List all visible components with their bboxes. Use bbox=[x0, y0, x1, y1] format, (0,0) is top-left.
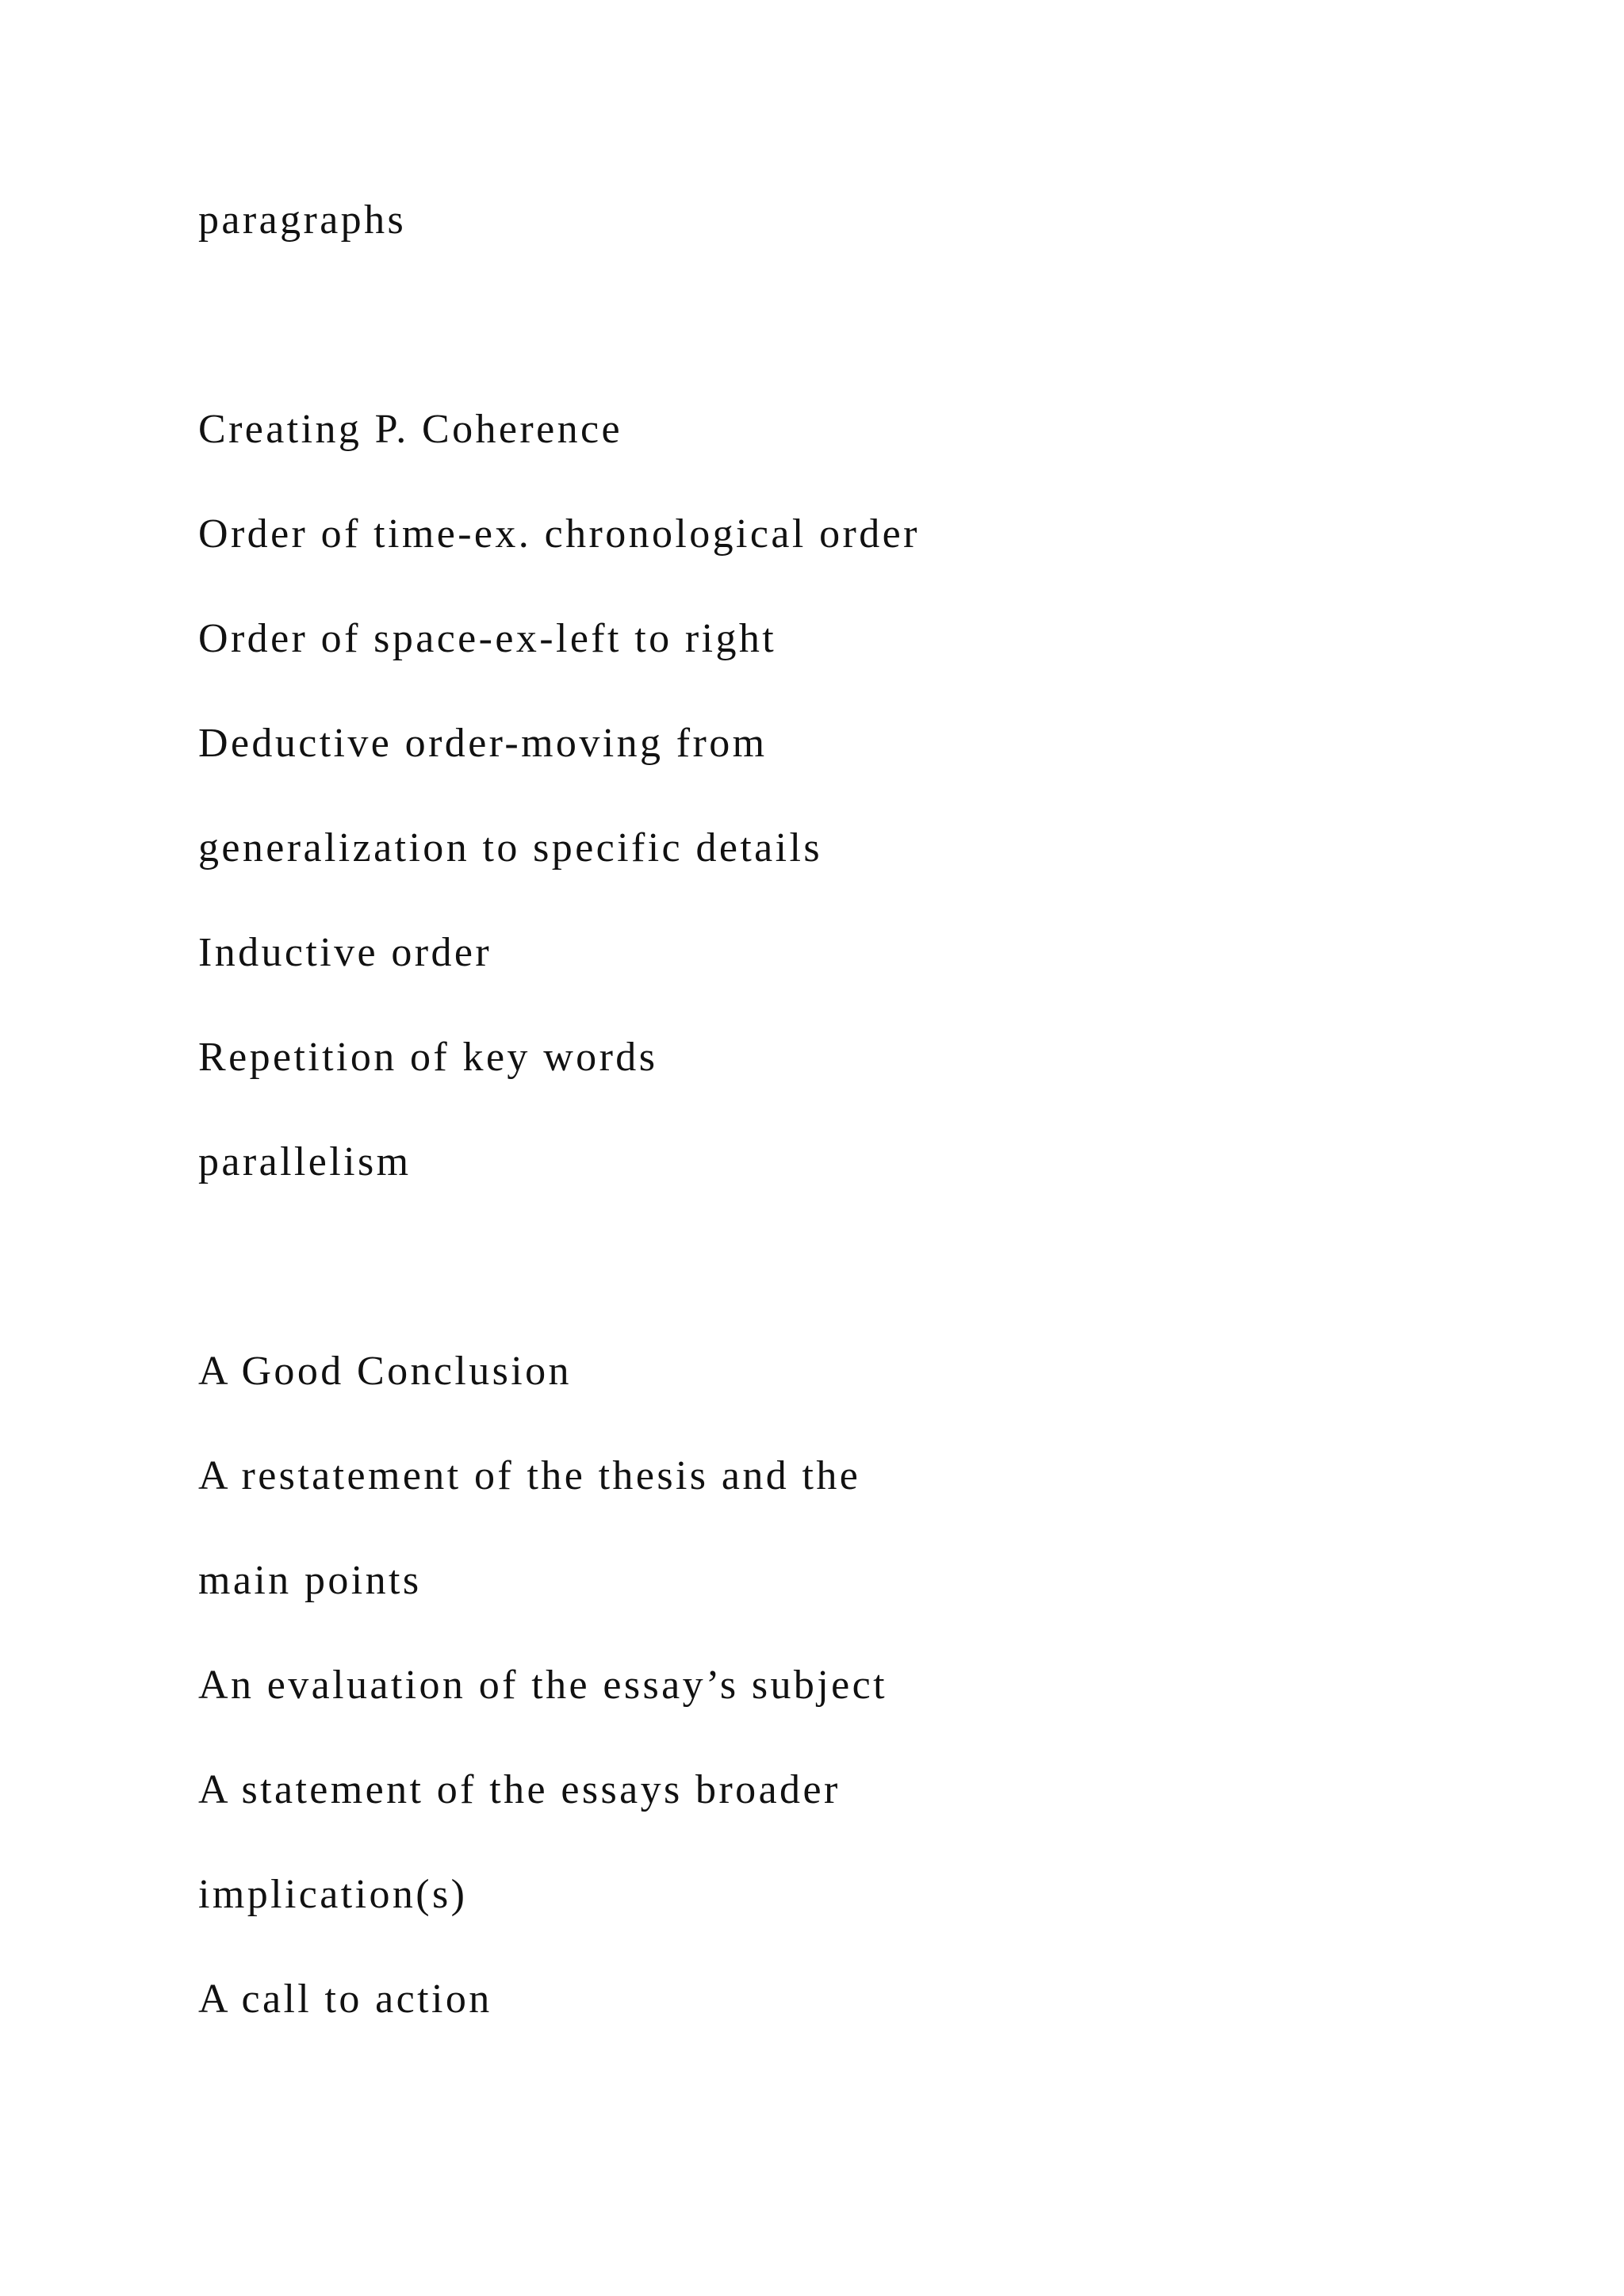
text-line-paragraphs: paragraphs bbox=[198, 197, 407, 243]
text-line-parallelism: parallelism bbox=[198, 1139, 412, 1184]
text-line-inductive-order: Inductive order bbox=[198, 930, 492, 975]
text-line-restatement: A restatement of the thesis and the bbox=[198, 1453, 861, 1498]
text-line-evaluation: An evaluation of the essay’s subject bbox=[198, 1663, 887, 1708]
text-line-main-points: main points bbox=[198, 1558, 422, 1603]
text-line-implications: implication(s) bbox=[198, 1872, 468, 1917]
text-line-repetition: Repetition of key words bbox=[198, 1035, 658, 1080]
heading-good-conclusion: A Good Conclusion bbox=[198, 1349, 572, 1394]
text-line-statement-broader: A statement of the essays broader bbox=[198, 1767, 841, 1812]
text-line-order-of-space: Order of space-ex-left to right bbox=[198, 616, 777, 661]
text-line-deductive-order: Deductive order-moving from bbox=[198, 721, 768, 766]
text-line-order-of-time: Order of time-ex. chronological order bbox=[198, 511, 920, 557]
text-line-generalization: generalization to specific details bbox=[198, 825, 822, 871]
heading-creating-coherence: Creating P. Coherence bbox=[198, 407, 622, 452]
text-line-call-to-action: A call to action bbox=[198, 1976, 492, 2022]
